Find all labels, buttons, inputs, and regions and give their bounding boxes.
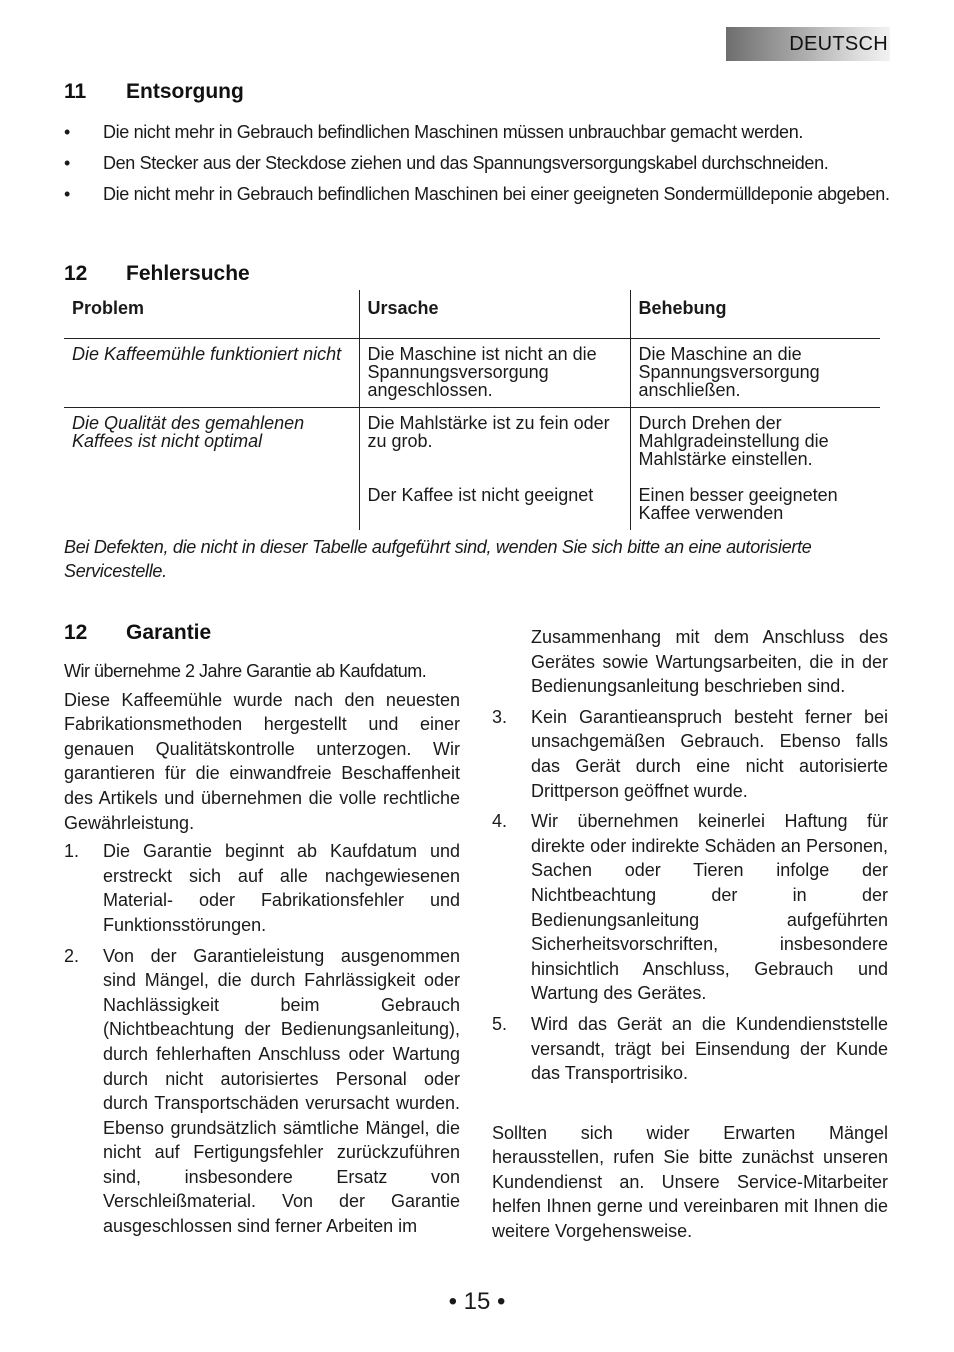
column-header-remedy: Behebung [630, 290, 880, 339]
remedy-cell [630, 408, 880, 531]
list-item [492, 1012, 888, 1086]
cause-text: Der Kaffee ist nicht geeignet [367, 485, 594, 505]
remedy-text: Durch Drehen der Mahlgradeinstellung die Mahlstärke einstellen. [638, 413, 829, 469]
remedy-cell: Die Maschine an die Spannungsversorgung anschließen. [630, 339, 880, 408]
item-number: 1. [64, 841, 80, 862]
troubleshooting-table [64, 290, 880, 530]
column-header-cause: Ursache [359, 290, 630, 339]
disposal-title: Entsorgung [126, 80, 244, 103]
warranty-list [64, 839, 460, 1239]
warranty-number: 12 [64, 621, 88, 644]
disposal-heading [64, 80, 244, 104]
list-item [64, 839, 460, 937]
list-item [492, 809, 888, 1006]
language-tab [726, 27, 890, 61]
problem-cell: Die Kaffeemühle funktioniert nicht [64, 339, 359, 408]
disposal-number: 11 [64, 80, 87, 103]
warranty-left-column [64, 659, 460, 1245]
warranty-heading [64, 621, 211, 645]
disposal-item: • Die nicht mehr in Gebrauch befindlichen Maschinen müssen unbrauchbar gemacht werden. [64, 120, 890, 144]
remedy-text: Einen besser geeigneten Kaffee verwenden [638, 485, 838, 523]
item-text: Wir übernehmen keinerlei Haftung für direkte oder indirekte Schäden an Personen, Sachen oder Tieren infolge der Nichtbeachtung der in der Bedienungsanleitung aufgeführten Sicherheitsvorschriften, insbesondere hinsichtlich Anschluss, Gebrauch und Wartung des Gerätes. [531, 811, 888, 1004]
troubleshooting-number: 12 [64, 262, 88, 285]
table-header-row [64, 290, 880, 339]
warranty-right-column [492, 625, 888, 1244]
list-item [492, 705, 888, 803]
item-text: Von der Garantieleistung ausgenommen sind Mängel, die durch Fahrlässigkeit oder Nachlässigkeit beim Gebrauch (Nichtbeachtung der Bedienungsanleitung), durch fehlerhaften Anschluss oder Wartung durch nicht autorisiertes Personal oder durch Transportschäden verursacht wurden. Ebenso grundsätzlich sämtliche Mängel, die nicht auf Fertigungsfehler zurückzuführen sind, insbesondere Ersatz von Verschleißmaterial. Von der Garantie ausgeschlossen sind ferner Arbeiten im [103, 945, 460, 1237]
page-number: • 15 • [448, 1288, 506, 1315]
troubleshooting-title: Fehlersuche [126, 262, 250, 285]
list-item-continuation: Zusammenhang mit dem Anschluss des Gerätes sowie Wartungsarbeiten, die in der Bedienungsanleitung beschrieben sind. [531, 627, 888, 697]
table-row [64, 408, 880, 531]
item-number: 2. [64, 945, 80, 966]
cause-cell: Die Maschine ist nicht an die Spannungsversorgung angeschlossen. [359, 339, 630, 408]
disposal-item: • Den Stecker aus der Steckdose ziehen und das Spannungsversorgungskabel durchschneiden. [64, 151, 890, 175]
list-item [64, 944, 460, 1239]
item-number: 4. [492, 811, 508, 832]
item-text: Kein Garantieanspruch besteht ferner bei unsachgemäßen Gebrauch. Ebenso falls das Gerät durch eine nicht autorisierte Drittperson geöffnet wurde. [531, 706, 888, 801]
item-text: Wird das Gerät an die Kundendienststelle versandt, trägt bei Einsendung der Kunde das Transportrisiko. [531, 1013, 888, 1084]
cause-cell [359, 408, 630, 531]
language-label: DEUTSCH [789, 33, 888, 55]
item-number: 3. [492, 706, 508, 727]
disposal-list [64, 120, 890, 213]
warranty-description: Diese Kaffeemühle wurde nach den neuesten Fabrikationsmethoden hergestellt und einer genauen Qualitätskontrolle unterzogen. Wir garantieren für die einwandfreie Beschaffenheit des Artikels und übernehmen die volle rechtliche Gewährleistung. [64, 689, 460, 833]
table-row [64, 339, 880, 408]
troubleshooting-heading [64, 262, 250, 286]
column-header-problem: Problem [64, 290, 359, 339]
warranty-title: Garantie [126, 621, 212, 644]
cause-text: Die Mahlstärke ist zu fein oder zu grob. [367, 413, 610, 451]
troubleshooting-note: Bei Defekten, die nicht in dieser Tabelle aufgeführt sind, wenden Sie sich bitte an eine autorisierte Servicestelle. [64, 537, 812, 581]
warranty-list-continued [492, 705, 888, 1086]
warranty-closing: Sollten sich wider Erwarten Mängel herausstellen, rufen Sie bitte zunächst unseren Kundendienst an. Unsere Service-Mitarbeiter helfen Ihnen gerne und vereinbaren mit Ihnen die weitere Vorgehensweise. [492, 1122, 888, 1242]
disposal-item: • Die nicht mehr in Gebrauch befindlichen Maschinen bei einer geeigneten Sondermülldeponie abgeben. [64, 182, 890, 206]
problem-cell: Die Qualität des gemahlenen Kaffees ist nicht optimal [72, 413, 305, 451]
item-text: Die Garantie beginnt ab Kaufdatum und erstreckt sich auf alle nachgewiesenen Material- oder Fabrikationsfehler und Funktionsstörungen. [103, 841, 460, 935]
item-number: 5. [492, 1013, 508, 1034]
warranty-intro: Wir übernehme 2 Jahre Garantie ab Kaufdatum. [64, 661, 427, 681]
